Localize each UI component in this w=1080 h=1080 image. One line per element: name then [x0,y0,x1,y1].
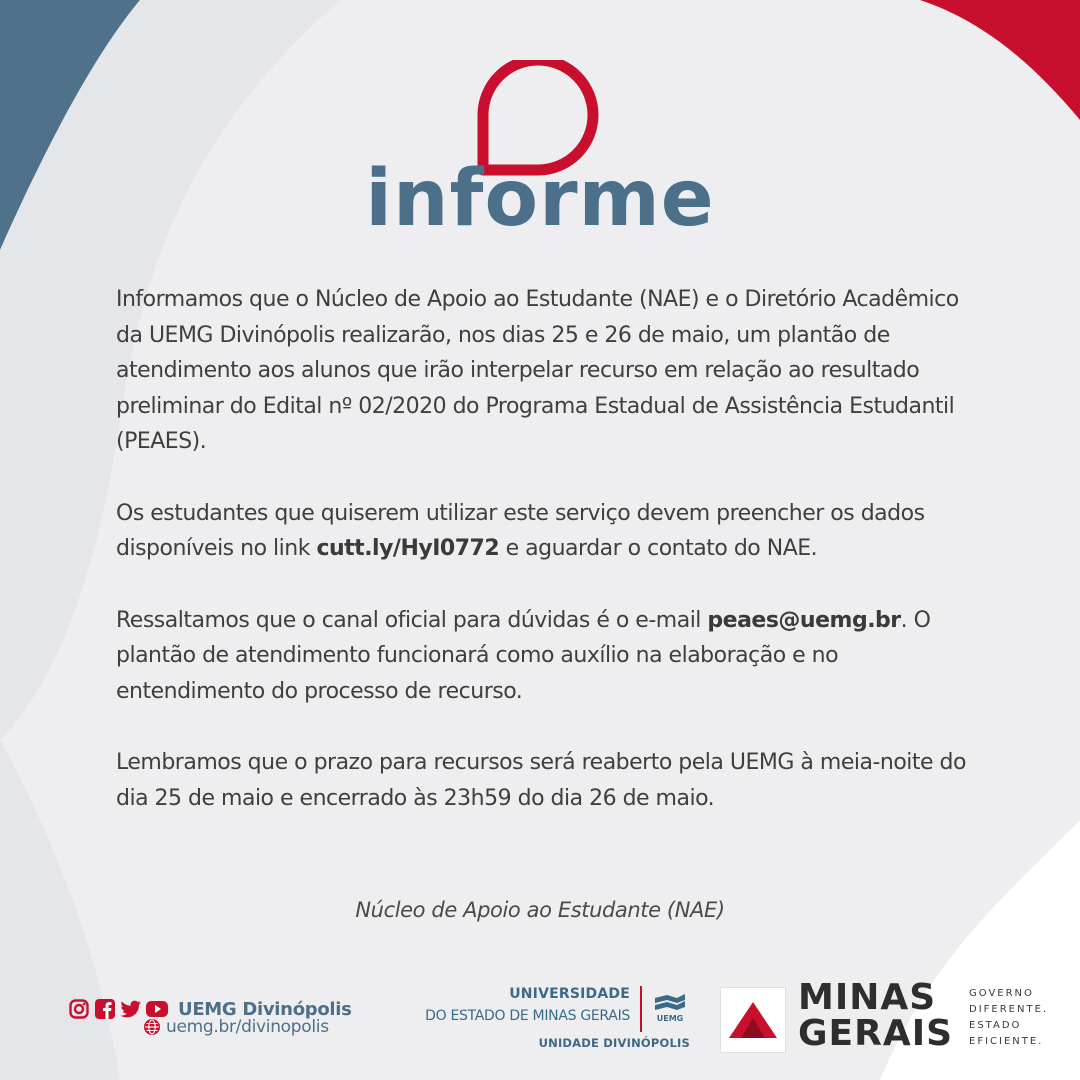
minas-gerais-emblem [720,987,786,1053]
unit-name: UNIDADE DIVINÓPOLIS [538,1036,690,1050]
divider [640,986,642,1032]
facebook-icon[interactable] [94,998,116,1020]
government-slogan: GOVERNO DIFERENTE. ESTADO EFICIENTE. [969,988,1049,1047]
social-handle[interactable]: UEMG Divinópolis [178,998,352,1020]
university-line-1: UNIVERSIDADE [509,986,630,1002]
website-link[interactable] [144,1017,329,1037]
form-link[interactable]: cutt.ly/HyI0772 [316,536,500,561]
page-title: informe [365,154,715,244]
uemg-logo: UEMG [652,992,688,1023]
university-name [404,986,630,1024]
paragraph-3: Ressaltamos que o canal oficial para dúvidas é o e-mail peaes@uemg.br. O plantão de atendimento funcionará como auxílio na elaboração e no entendimento do processo de recurso. [116,607,931,704]
signature: Núcleo de Apoio ao Estudante (NAE) [355,898,725,922]
globe-icon [144,1019,160,1035]
paragraph-4: Lembramos que o prazo para recursos será reaberto pela UEMG à meia-noite do dia 25 de maio e encerrado às 23h59 do dia 26 de maio. [116,750,966,811]
instagram-icon[interactable] [68,998,90,1020]
paragraph-1: Informamos que o Núcleo de Apoio ao Estudante (NAE) e o Diretório Acadêmico da UEMG Divinópolis realizarão, nos dias 25 e 26 de maio, um plantão de atendimento aos alunos que irão interpelar recurso em relação ao resultado preliminar do Edital nº 02/2020 do Programa Estadual de Assistência Estudantil (PEAES). [116,287,959,454]
triangle-emblem-icon [721,988,785,1052]
university-line-2: DO ESTADO DE MINAS GERAIS [425,1008,630,1024]
announcement-body [116,282,976,852]
minas-gerais-wordmark: MINAS GERAIS [798,977,954,1054]
paragraph-2: Os estudantes que quiserem utilizar este serviço devem preencher os dados disponíveis no link cutt.ly/HyI0772 e aguardar o contato do NAE. [116,500,925,561]
twitter-icon[interactable] [120,998,142,1020]
uemg-emblem-icon [653,992,687,1012]
contact-email[interactable]: peaes@uemg.br [707,607,901,633]
website-label: uemg.br/divinopolis [166,1017,329,1037]
